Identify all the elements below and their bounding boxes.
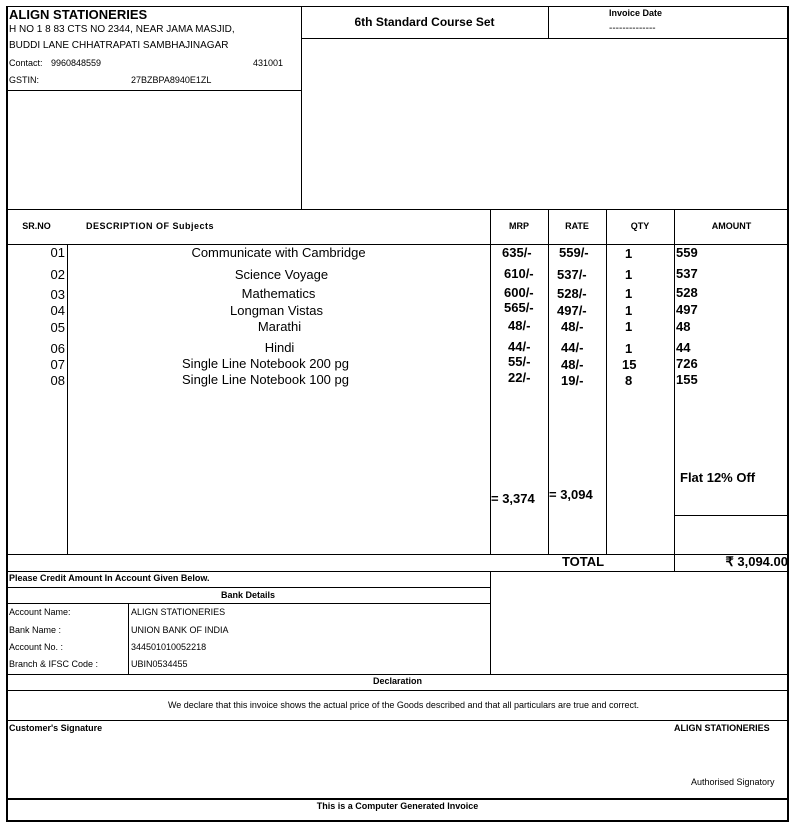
row-sr: 02 [50, 267, 65, 282]
footer-note: This is a Computer Generated Invoice [316, 801, 479, 811]
divider [6, 798, 789, 800]
row-mrp: 610/- [504, 266, 534, 281]
row-amount: 48 [676, 319, 691, 334]
divider [128, 603, 129, 674]
row-amount: 528 [676, 285, 698, 300]
row-qty: 1 [625, 319, 633, 334]
row-description: Hindi [264, 340, 295, 355]
shop-name: ALIGN STATIONERIES [9, 7, 148, 22]
row-mrp: 44/- [508, 339, 531, 354]
row-description: Single Line Notebook 200 pg [182, 356, 349, 371]
row-sr: 01 [50, 245, 65, 260]
divider [6, 244, 789, 245]
ifsc-value: UBIN0534455 [131, 659, 188, 669]
row-rate: 497/- [557, 303, 587, 318]
row-qty: 1 [625, 246, 633, 261]
account-name-label: Account Name: [9, 607, 71, 617]
authorised-signatory: Authorised Signatory [691, 777, 775, 787]
gstin-value: 27BZBPA8940E1ZL [131, 75, 212, 85]
divider [490, 571, 491, 674]
row-qty: 1 [625, 341, 633, 356]
account-no-label: Account No. : [9, 642, 64, 652]
account-name-value: ALIGN STATIONERIES [131, 607, 226, 617]
credit-note: Please Credit Amount In Account Given Below. [9, 573, 210, 583]
row-mrp: 48/- [508, 318, 531, 333]
row-amount: 559 [676, 245, 698, 260]
contact-number: 9960848559 [51, 58, 102, 68]
discount-note: Flat 12% Off [680, 470, 756, 485]
divider [6, 209, 789, 210]
account-no-value: 344501010052218 [131, 642, 207, 652]
row-description: Communicate with Cambridge [191, 245, 366, 260]
divider [674, 209, 675, 572]
shop-address-line2: BUDDI LANE CHHATRAPATI SAMBHAJINAGAR [9, 40, 229, 51]
invoice-date-value: -------------- [609, 23, 656, 34]
header-mrp: MRP [509, 221, 529, 231]
total-value: ₹ 3,094.00 [725, 554, 788, 569]
row-rate: 48/- [561, 357, 584, 372]
row-qty: 8 [625, 373, 633, 388]
bank-name-value: UNION BANK OF INDIA [131, 625, 229, 635]
header-amount: AMOUNT [711, 221, 752, 231]
row-qty: 1 [625, 267, 633, 282]
row-description: Science Voyage [234, 267, 329, 282]
divider [674, 515, 789, 516]
row-description: Marathi [257, 319, 302, 334]
row-qty: 1 [625, 303, 633, 318]
row-mrp: 565/- [504, 300, 534, 315]
divider [301, 38, 789, 39]
row-amount: 726 [676, 356, 698, 371]
row-sr: 03 [50, 287, 65, 302]
total-label: TOTAL [561, 554, 605, 569]
row-amount: 44 [676, 340, 691, 355]
shop-address-line1: H NO 1 8 83 CTS NO 2344, NEAR JAMA MASJID, [9, 24, 235, 35]
row-mrp: 600/- [504, 285, 534, 300]
divider [301, 6, 302, 209]
row-rate: 537/- [557, 267, 587, 282]
row-mrp: 22/- [508, 370, 531, 385]
divider [6, 571, 789, 572]
declaration-heading: Declaration [372, 676, 423, 686]
signature-company-name: ALIGN STATIONERIES [674, 723, 770, 733]
declaration-text: We declare that this invoice shows the actual price of the Goods described and that all particulars are true and correct. [167, 700, 640, 710]
divider [6, 674, 789, 675]
header-description: DESCRIPTION OF Subjects [86, 221, 215, 231]
row-rate: 19/- [561, 373, 584, 388]
row-rate: 48/- [561, 319, 584, 334]
customer-signature-label: Customer's Signature [9, 723, 103, 733]
row-amount: 155 [676, 372, 698, 387]
divider [6, 587, 490, 588]
pincode: 431001 [253, 58, 284, 68]
row-description: Longman Vistas [230, 303, 323, 318]
row-sr: 05 [50, 320, 65, 335]
divider [6, 603, 490, 604]
row-sr: 07 [50, 357, 65, 372]
row-description: Single Line Notebook 100 pg [182, 372, 349, 387]
divider [606, 209, 607, 554]
row-rate: 528/- [557, 286, 587, 301]
header-sr-no: SR.NO [22, 221, 51, 231]
row-sr: 04 [50, 303, 65, 318]
row-rate: 44/- [561, 340, 584, 355]
divider [548, 6, 549, 38]
invoice-title: 6th Standard Course Set [354, 15, 495, 29]
row-qty: 1 [625, 286, 633, 301]
row-amount: 537 [676, 266, 698, 281]
row-rate: 559/- [559, 245, 589, 260]
divider [548, 209, 549, 554]
bank-details-heading: Bank Details [220, 590, 276, 600]
header-qty: QTY [630, 221, 650, 231]
gstin-label: GSTIN: [9, 75, 40, 85]
divider [6, 90, 301, 91]
divider [6, 690, 789, 691]
bank-name-label: Bank Name : [9, 625, 62, 635]
mrp-total: = 3,374 [491, 491, 535, 506]
row-qty: 15 [622, 357, 637, 372]
row-mrp: 635/- [502, 245, 532, 260]
contact-label: Contact: [9, 58, 43, 68]
rate-total: = 3,094 [549, 487, 593, 502]
row-mrp: 55/- [508, 354, 531, 369]
row-sr: 06 [50, 341, 65, 356]
row-amount: 497 [676, 302, 698, 317]
row-description: Mathematics [241, 286, 316, 301]
header-rate: RATE [565, 221, 589, 231]
ifsc-label: Branch & IFSC Code : [9, 659, 99, 669]
row-sr: 08 [50, 373, 65, 388]
divider [6, 720, 789, 721]
divider [6, 554, 789, 555]
invoice-date-label: Invoice Date [609, 8, 663, 18]
